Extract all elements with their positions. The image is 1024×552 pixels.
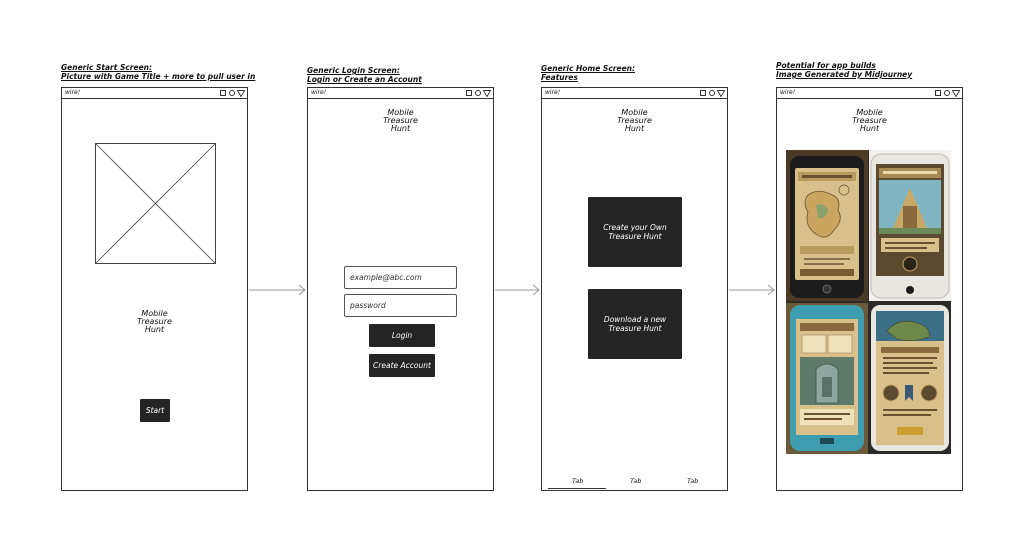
login-screen-frame bbox=[307, 87, 494, 491]
login-button[interactable]: Login bbox=[369, 324, 435, 347]
app-title-line: Treasure bbox=[617, 116, 652, 125]
app-title bbox=[308, 109, 493, 133]
circle-icon[interactable] bbox=[709, 90, 715, 96]
app-title bbox=[542, 109, 727, 133]
phone-mockup-island bbox=[869, 303, 951, 454]
arrow-right-icon bbox=[729, 283, 776, 297]
window-title: wire! bbox=[311, 89, 327, 96]
phone-mockup-tombstone bbox=[786, 303, 868, 454]
caption-app-builds bbox=[776, 61, 912, 79]
circle-icon[interactable] bbox=[229, 90, 235, 96]
button-label-line: Download a new bbox=[603, 315, 667, 324]
window-titlebar bbox=[542, 88, 727, 99]
triangle-down-icon[interactable] bbox=[717, 90, 725, 97]
create-account-button[interactable]: Create Account bbox=[369, 354, 435, 377]
app-builds-frame bbox=[776, 87, 963, 491]
caption-start-screen bbox=[61, 63, 255, 81]
caption-line: Generic Home Screen: bbox=[541, 64, 635, 73]
download-treasure-hunt-button[interactable] bbox=[588, 289, 682, 359]
app-title-line: Treasure bbox=[852, 116, 887, 125]
start-button[interactable]: Start bbox=[140, 399, 170, 422]
start-screen-frame bbox=[61, 87, 248, 491]
triangle-down-icon[interactable] bbox=[483, 90, 491, 97]
triangle-down-icon[interactable] bbox=[952, 90, 960, 97]
create-treasure-hunt-button[interactable] bbox=[588, 197, 682, 267]
caption-line: Features bbox=[541, 73, 578, 82]
button-label-line: Create your Own bbox=[603, 223, 667, 232]
circle-icon[interactable] bbox=[944, 90, 950, 96]
password-field[interactable]: password bbox=[344, 294, 457, 317]
square-icon[interactable] bbox=[935, 90, 941, 96]
app-title-line: Mobile bbox=[387, 108, 414, 117]
home-screen-frame bbox=[541, 87, 728, 491]
square-icon[interactable] bbox=[466, 90, 472, 96]
window-title: wire! bbox=[780, 89, 796, 96]
caption-home-screen bbox=[541, 64, 635, 82]
midjourney-app-mockups-image bbox=[786, 150, 951, 454]
window-titlebar bbox=[777, 88, 962, 99]
caption-line: Potential for app builds bbox=[776, 61, 876, 70]
circle-icon[interactable] bbox=[475, 90, 481, 96]
email-field[interactable]: example@abc.com bbox=[344, 266, 457, 289]
caption-line: Image Generated by Midjourney bbox=[776, 70, 913, 79]
app-title-line: Treasure bbox=[137, 317, 172, 326]
arrow-right-icon bbox=[495, 283, 541, 297]
tab-3[interactable]: Tab bbox=[687, 477, 699, 485]
caption-line: Generic Start Screen: bbox=[61, 63, 152, 72]
app-title-line: Hunt bbox=[859, 124, 880, 133]
app-title-line: Mobile bbox=[856, 108, 883, 117]
caption-login-screen bbox=[307, 66, 422, 84]
app-title-line: Hunt bbox=[624, 124, 645, 133]
tab-1[interactable]: Tab bbox=[572, 477, 584, 485]
phone-mockup-map bbox=[786, 150, 868, 301]
app-title bbox=[62, 310, 247, 334]
app-title bbox=[777, 109, 962, 133]
square-icon[interactable] bbox=[220, 90, 226, 96]
tab-2[interactable]: Tab bbox=[630, 477, 642, 485]
app-title-line: Hunt bbox=[390, 124, 411, 133]
window-titlebar bbox=[62, 88, 247, 99]
triangle-down-icon[interactable] bbox=[237, 90, 245, 97]
window-title: wire! bbox=[65, 89, 81, 96]
button-label-line: Treasure Hunt bbox=[608, 324, 662, 333]
window-title: wire! bbox=[545, 89, 561, 96]
placeholder-image-icon bbox=[95, 143, 216, 264]
caption-line: Generic Login Screen: bbox=[307, 66, 400, 75]
active-tab-indicator bbox=[548, 488, 606, 489]
caption-line: Picture with Game Title + more to pull user in bbox=[61, 72, 256, 81]
app-title-line: Hunt bbox=[144, 325, 165, 334]
arrow-right-icon bbox=[249, 283, 307, 297]
button-label-line: Treasure Hunt bbox=[608, 232, 662, 241]
phone-mockup-temple bbox=[869, 150, 951, 301]
square-icon[interactable] bbox=[700, 90, 706, 96]
caption-line: Login or Create an Account bbox=[307, 75, 422, 84]
app-title-line: Mobile bbox=[621, 108, 648, 117]
app-title-line: Treasure bbox=[383, 116, 418, 125]
app-title-line: Mobile bbox=[141, 309, 168, 318]
window-titlebar bbox=[308, 88, 493, 99]
